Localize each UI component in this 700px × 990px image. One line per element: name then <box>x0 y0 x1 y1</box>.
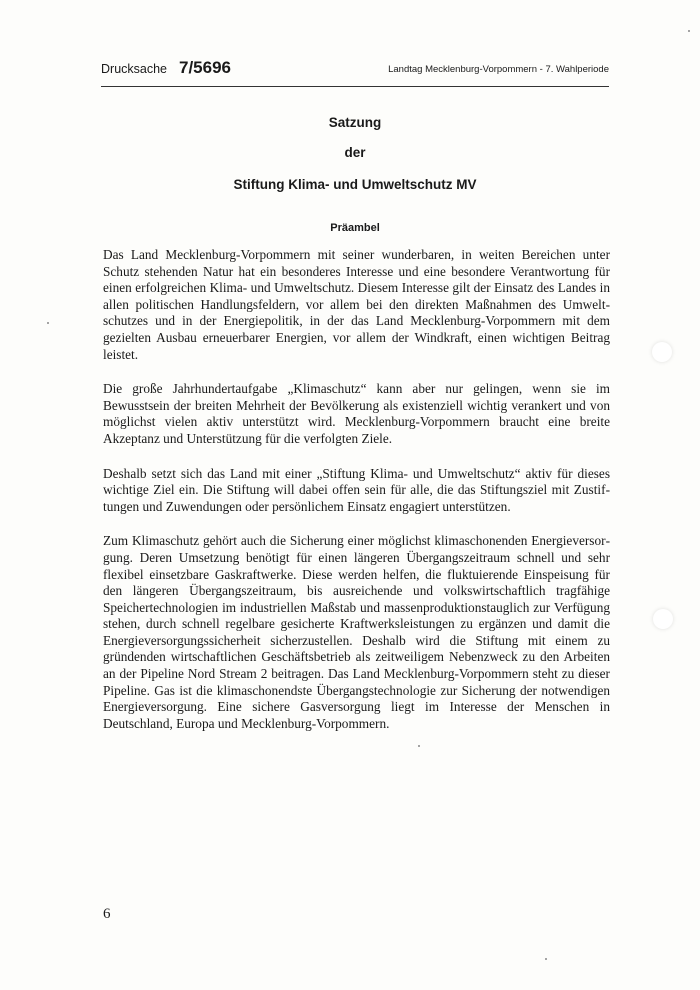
parliament-label: Landtag Mecklenburg-Vorpommern - 7. Wahlperiode <box>388 64 609 75</box>
paragraph: Die große Jahrhundertaufgabe „Klimaschutz“ kann aber nur gelingen, wenn sie im Bewusstsein der breiten Mehrheit der Bevölkerung als existenziell wichtig verankert und von möglichst vielen aktiv unterstützt wird. Mecklenburg-Vorpommern braucht eine breite Akzeptanz und Unterstützung für die verfolgten Ziele. <box>103 381 610 446</box>
punch-hole-top <box>652 342 672 362</box>
scan-speck <box>47 322 49 324</box>
page-header <box>101 60 609 84</box>
document-body <box>103 247 610 750</box>
page-number: 6 <box>103 906 111 922</box>
paragraph: Das Land Mecklenburg-Vorpommern mit seiner wunderbaren, in weiten Bereichen unter Schutz stehenden Natur hat ein besonderes Interesse und eine besondere Verantwortung für einen erfolgreichen Klima- und Umweltschutz. Diesem Interesse gilt der Einsatz des Landes in allen politischen Handlungsfeldern, vor allem bei den direkten Maßnahmen des Umweltschutzes und in der Energiepolitik, in der das Land Mecklenburg-Vorpommern mit dem gezielten Ausbau erneuerbarer Energien, vor allem der Windkraft, einen wichtigen Beitrag leistet. <box>103 247 610 362</box>
title-line-3: Stiftung Klima- und Umweltschutz MV <box>233 177 477 192</box>
title-line-1: Satzung <box>328 115 382 130</box>
scan-speck <box>688 30 690 32</box>
header-divider <box>101 86 609 87</box>
paragraph: Zum Klimaschutz gehört auch die Sicherung einer möglichst klimaschonenden Energieversorgung. Deren Umsetzung benötigt für einen längeren Übergangszeitraum schnell und sehr flexibel einsetzbare Gaskraftwerke. Diese werden helfen, die fluktuierende Einspeisung für den längeren Übergangszeitraum, bis ausreichende und volkswirtschaftlich tragfähige Speichertechnologien im industriellen Maßstab und massenproduktionstauglich zur Verfügung stehen, durch schnell regelbare gesicherte Kraftwerksleistungen zu ergänzen und damit die Energieversorgungssicherheit sicherzustellen. Deshalb wird die Stiftung mit einem zu gründenden wirtschaftlichen Geschäftsbetrieb als zeitweiligem Nebenzweck zu den Arbeiten an der Pipeline Nord Stream 2 beitragen. Das Land Mecklenburg-Vorpommern steht zu dieser Pipeline. Gas ist die klimaschonendste Übergangstechnologie zur Sicherung der notwendigen Energieversorgung. Eine sichere Gasversorgung liegt im Interesse der Menschen in Deutschland, Europa und Mecklenburg-Vorpommern. <box>103 533 610 731</box>
paragraph: Deshalb setzt sich das Land mit einer „Stiftung Klima- und Umweltschutz“ aktiv für dieses wichtige Ziel ein. Die Stiftung will dabei offen sein für alle, die das Stiftungsziel mit Zustiftungen und Zuwendungen oder persönlichem Einsatz engagiert unterstützen. <box>103 465 610 514</box>
scan-speck <box>545 958 547 960</box>
section-heading: Präambel <box>330 222 380 234</box>
document-label: Drucksache <box>101 62 167 76</box>
punch-hole-bottom <box>653 609 673 629</box>
document-number: 7/5696 <box>179 58 231 77</box>
title-line-2: der <box>344 145 366 160</box>
scan-speck <box>418 745 420 747</box>
